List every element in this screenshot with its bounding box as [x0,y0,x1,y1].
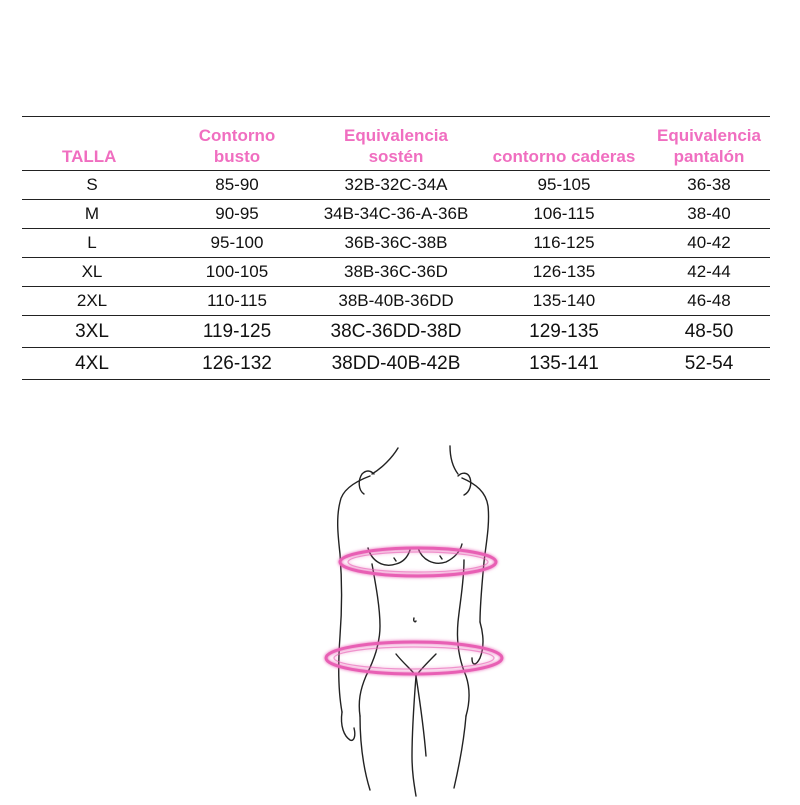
cell-talla: 2XL [76,291,108,310]
table-row [22,287,770,316]
cell-bra: 38B-36C-36D [344,262,448,281]
header-pants [648,117,770,171]
header-bust-line2: busto [213,147,261,166]
cell-talla: M [84,204,100,223]
table-header-row [22,117,770,171]
header-talla-label: TALLA [62,147,117,166]
cell-bra: 38C-36DD-38D [330,320,462,342]
table-row [22,200,770,229]
cell-hips: 129-135 [529,320,599,342]
cell-pants: 48-50 [684,320,734,342]
cell-bra: 32B-32C-34A [344,175,448,194]
header-bra-line2: sostén [368,147,424,166]
cell-pants: 40-42 [687,233,731,252]
header-pants-line2: pantalón [673,147,745,166]
cell-bust: 110-115 [207,291,267,310]
cell-hips: 135-140 [532,291,596,310]
cell-pants: 36-38 [687,175,731,194]
cell-talla: 3XL [75,320,109,342]
cell-pants: 52-54 [684,352,734,374]
header-bust-line1: Contorno [198,126,276,145]
cell-bra: 38DD-40B-42B [331,352,461,374]
cell-hips: 116-125 [533,233,595,252]
body-measurement-figure [300,440,530,800]
cell-talla: XL [81,262,103,281]
cell-talla: 4XL [75,352,109,374]
table-row [22,348,770,380]
body-measurement-icon [300,440,530,800]
cell-bust: 126-132 [202,352,272,374]
cell-pants: 42-44 [687,262,731,281]
cell-pants: 38-40 [687,204,731,223]
cell-bra: 34B-34C-36-A-36B [323,204,469,223]
cell-bust: 100-105 [205,262,269,281]
cell-bust: 85-90 [215,175,259,194]
header-pants-line1: Equivalencia [657,126,761,145]
cell-bra: 36B-36C-38B [344,233,448,252]
table-row [22,171,770,200]
cell-bra: 38B-40B-36DD [338,291,454,310]
cell-hips: 106-115 [533,204,595,223]
header-hips-label: contorno caderas [492,147,636,166]
cell-hips: 135-141 [529,352,599,374]
table-row [22,258,770,287]
table-row [22,316,770,348]
cell-talla: S [86,175,98,194]
header-talla [22,117,162,171]
cell-talla: L [87,233,97,252]
header-bra [312,117,480,171]
cell-hips: 95-105 [537,175,591,194]
header-bust [162,117,312,171]
header-hips [480,117,648,171]
cell-pants: 46-48 [687,291,731,310]
table-row [22,229,770,258]
cell-bust: 90-95 [215,204,259,223]
cell-bust: 95-100 [210,233,264,252]
cell-bust: 119-125 [202,320,272,342]
cell-hips: 126-135 [532,262,596,281]
header-bra-line1: Equivalencia [344,126,448,145]
size-chart-table [22,116,770,380]
